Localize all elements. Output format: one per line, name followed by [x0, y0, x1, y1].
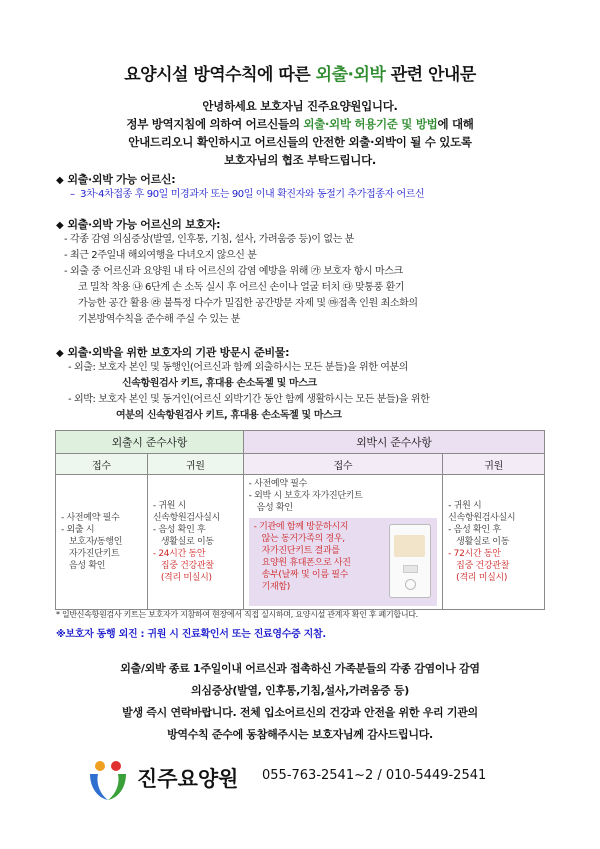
rules-table: [55, 430, 545, 610]
guardian-item: - 최근 2주일내 해외여행을 다녀오지 않으신 분: [64, 250, 257, 261]
cell-line-red: 않는 동거가족의 경우,: [261, 534, 345, 544]
closing-line: 발생 즉시 연락바랍니다. 전체 입소어르신의 건강과 안전을 위한 우리 기관의: [122, 706, 478, 719]
org-logo-icon: [86, 758, 130, 802]
cell-line: 음성 확인: [69, 561, 106, 571]
supplies-overnight: - 외박: 보호자 본인 및 동거인(어르신 외박기간 동안 함께 생활하시는 모든 분들)을 위한: [68, 394, 430, 405]
greeting: [0, 97, 600, 169]
test-kit-label: [394, 535, 425, 557]
overnight-return-cell: [443, 475, 545, 610]
test-kit-image: [389, 524, 431, 598]
outing-receive-header: 접수: [56, 454, 148, 475]
cell-line-red: 자가진단키트 결과를: [261, 546, 340, 556]
cell-line: 음성 확인: [256, 503, 293, 513]
diamond-bullet-icon: ◆: [56, 175, 64, 186]
supplies-outing: - 외출: 보호자 본인 및 동행인(어르신과 함께 외출하시는 모든 분들)을 위한 여분의: [68, 362, 409, 373]
hospital-visit-note: ※보호자 동행 외진 : 귀원 시 진료확인서 또는 진료영수증 지참.: [56, 629, 326, 640]
guardian-item: - 각종 감염 의심증상(발열, 인후통, 기침, 설사, 가려움증 등)이 없는 분: [64, 234, 354, 245]
overnight-return-header: 귀원: [443, 454, 545, 475]
greeting-line: 보호자님의 협조 부탁드립니다.: [224, 153, 376, 167]
overnight-rules-header: 외박시 준수사항: [243, 431, 544, 454]
supplies-outing-cont: 신속항원검사 키트, 휴대용 손소독젤 및 마스크: [122, 378, 317, 389]
cell-line-red: 요양원 휴대폰으로 사진: [261, 558, 351, 568]
cell-line: - 귀원 시: [448, 501, 482, 511]
closing-line: 의심증상(발열, 인후통,기침,설사,가려움증 등): [191, 684, 409, 697]
overnight-receive-header: 접수: [243, 454, 443, 475]
cell-line: - 귀원 시: [152, 501, 187, 511]
cell-line-red: 집중 건강관찰: [160, 561, 214, 571]
overnight-receive-cell: [243, 475, 443, 610]
greeting-highlight: 외출·외박 허용기준 및 방법: [303, 117, 438, 131]
test-kit-window: [403, 565, 418, 573]
diamond-bullet-icon: ◆: [56, 220, 64, 231]
cell-line: - 음성 확인 후: [152, 525, 206, 535]
cell-line-red: 송부(날짜 및 이름 필수: [261, 570, 349, 580]
title-text-end: 관련 안내문: [385, 65, 476, 85]
guardian-item-cont: 기본방역수칙을 준수해 주실 수 있는 분: [78, 314, 241, 325]
greeting-text: 정부 방역지침에 의하여 어르신들의: [126, 117, 304, 131]
outing-rules-header: 외출시 준수사항: [56, 431, 244, 454]
cell-line: - 사전예약 필수: [61, 513, 120, 523]
closing-line: 외출/외박 종료 1주일이내 어르신과 접촉하신 가족분들의 각종 감염이나 감염: [120, 662, 480, 675]
eligible-item-text: 3차·4차접종 후 90일 미경과자 또는 90일 이내 확진자와 동절기 추가접종자 어르신: [80, 189, 425, 200]
cell-line-red: - 24시간 동안: [152, 549, 206, 559]
section-heading-text: 외출·외박 가능 어르신:: [67, 173, 176, 186]
kit-disposal-note: * 일반신속항원검사 키트는 보호자가 지참하여 현장에서 직접 실시하며, 요양시설 관계자 확인 후 폐기합니다.: [56, 610, 418, 619]
cell-line-red: 집중 건강관찰: [456, 561, 510, 571]
closing-message: [0, 658, 600, 746]
cell-line: - 사전예약 필수: [248, 479, 308, 489]
closing-line: 방역수칙 준수에 동참해주시는 보호자님께 감사드립니다.: [167, 728, 433, 741]
outing-return-cell: [147, 475, 243, 610]
eligible-item: – 3차·4차접종 후 90일 미경과자 또는 90일 이내 확진자와 동절기 추가접종자 어르신: [70, 189, 425, 200]
title-text: 요양시설 방역수칙에 따른: [124, 65, 316, 85]
cell-line: 신속항원검사실시: [448, 513, 516, 523]
cell-line-red: - 기관에 함께 방문하시지: [253, 522, 349, 532]
guardian-item-cont: 가능한 공간 활용 ㉱ 불특정 다수가 밀집한 공간방문 자제 및 ㉲접촉 인원 최소화의: [78, 298, 418, 309]
supplies-overnight-cont: 여분의 신속항원검사 키트, 휴대용 손소독젤 및 마스크: [116, 410, 342, 421]
outing-receive-cell: [56, 475, 148, 610]
guardian-item-cont: 코 밀착 착용 ㉯ 6단계 손 소독 실시 후 어르신 손이나 얼굴 터치 ㉰ 맞통풍 환기: [78, 282, 405, 293]
greeting-line: 안녕하세요 보호자님 진주요양원입니다.: [202, 99, 398, 113]
page-title: [0, 60, 600, 85]
contact-phones: 055-763-2541~2 / 010-5449-2541: [262, 768, 487, 783]
cell-line: - 음성 확인 후: [448, 525, 501, 535]
section-supplies-heading: [56, 344, 289, 360]
cell-line: 보호자/동행인: [69, 537, 123, 547]
cell-line: 생활실로 이동: [456, 537, 510, 547]
section-guardian-heading: [56, 216, 220, 232]
section-eligible-heading: [56, 171, 175, 187]
test-kit-well: [405, 579, 416, 590]
cell-line-red: (격리 미실시): [160, 573, 212, 583]
greeting-text: 에 대해: [437, 117, 474, 131]
cell-line-red: - 72시간 동안: [448, 549, 501, 559]
title-highlight: 외출·외박: [315, 65, 386, 85]
diamond-bullet-icon: ◆: [56, 348, 64, 359]
cell-line: 생활실로 이동: [160, 537, 214, 547]
section-heading-text: 외출·외박 가능 어르신의 보호자:: [67, 218, 221, 231]
cell-line: 자가진단키트: [69, 549, 120, 559]
cell-line-red: 기재함): [261, 582, 291, 592]
cell-line: - 외출 시: [61, 525, 95, 535]
family-test-note-box: [249, 518, 438, 606]
cell-line: - 외박 시 보호자 자가진단키트: [248, 491, 363, 501]
greeting-line: 안내드리오니 확인하시고 어르신들의 안전한 외출·외박이 될 수 있도록: [128, 135, 472, 149]
section-heading-text: 외출·외박을 위한 보호자의 기관 방문시 준비물:: [67, 346, 290, 359]
greeting-line: [0, 115, 600, 133]
cell-line-red: (격리 미실시): [456, 573, 508, 583]
org-name: 진주요양원: [137, 767, 239, 791]
guardian-item: - 외출 중 어르신과 요양원 내 타 어르신의 감염 예방을 위해 ㉮ 보호자 항시 마스크: [64, 266, 403, 277]
cell-line: 신속항원검사실시: [152, 513, 220, 523]
outing-return-header: 귀원: [147, 454, 243, 475]
